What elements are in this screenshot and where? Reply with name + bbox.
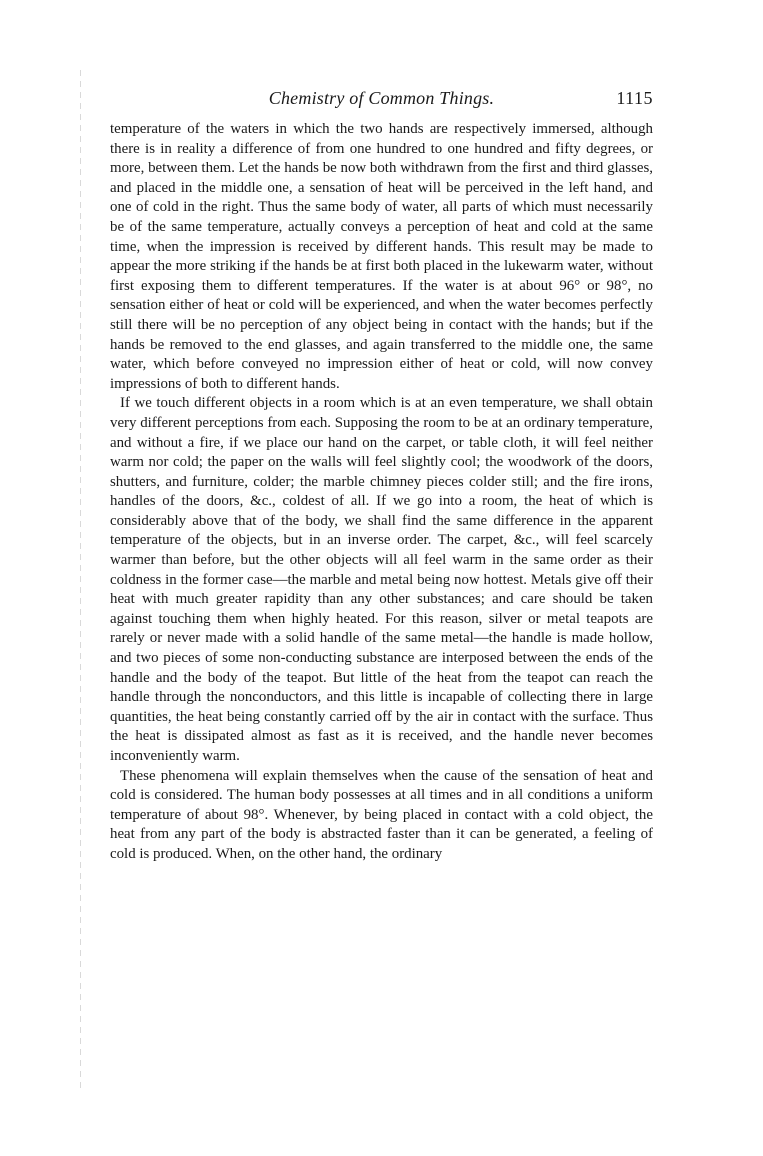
page-number: 1115 <box>616 88 653 108</box>
running-title: Chemistry of Common Things. <box>268 88 495 108</box>
paragraph: temperature of the waters in which the two hands are respectively immersed, although there is in reality a difference of from one hundred to one hundred and fifty degrees, or more, between them. Let the hands be now both withdrawn from the first and third glasses, and placed in the middle one, a sensation of heat will be perceived in the left hand, and one of cold in the right. Thus the same body of water, all parts of which must necessarily be of the same temperature, actually conveys a perception of heat and cold at the same time, when the impression is received by different hands. This result may be made to appear the more striking if the hands be at first both placed in the lukewarm water, without first exposing them to different temperatures. If the water is at about 96° or 98°, no sensation either of heat or cold will be experienced, and when the water becomes perfectly still there will be no perception of any object being in contact with the hands; but if the hands be removed to the end glasses, and again transferred to the middle one, the same water, which before conveyed no impression either of heat or cold, will now convey impressions of both to different hands. <box>110 121 653 392</box>
body-text <box>110 120 653 865</box>
paragraph: If we touch different objects in a room which is at an even temperature, we shall obtain very different perceptions from each. Supposing the room to be at an ordinary temperature, and without a fire, if we place our hand on the carpet, or table cloth, it will feel neither warm nor cold; the paper on the walls will feel slightly cool; the woodwork of the doors, shutters, and furniture, colder; the marble chimney pieces colder still; and the fire irons, handles of the doors, &c., coldest of all. If we go into a room, the heat of which is considerably above that of the body, we shall find the same difference in the apparent temperature of the objects, but in an inverse order. The carpet, &c., will feel scarcely warmer than before, but the other objects will all feel warm in the same order as their coldness in the former case—the marble and metal being now hottest. Metals give off their heat with much greater rapidity than any other substances; and care should be taken against touching them when highly heated. For this reason, silver or metal teapots are rarely or never made with a solid handle of the same metal—the handle is made hollow, and two pieces of some non-conducting substance are interposed between the ends of the handle and the body of the teapot. But little of the heat from the teapot can reach the handle through the nonconductors, and this little is incapable of collecting there in large quantities, the heat being constantly carried off by the air in contact with the surface. Thus the heat is dissipated almost as fast as it is received, and the handle never becomes inconveniently warm. <box>110 395 653 764</box>
binding-gutter <box>80 70 81 1090</box>
page-header <box>110 88 653 114</box>
paragraph: These phenomena will explain themselves when the cause of the sensation of heat and cold is considered. The human body possesses at all times and in all conditions a uniform temperature of about 98°. Whenever, by being placed in contact with a cold object, the heat from any part of the body is abstracted faster than it can be generated, a feeling of cold is produced. When, on the other hand, the ordinary <box>110 767 653 862</box>
